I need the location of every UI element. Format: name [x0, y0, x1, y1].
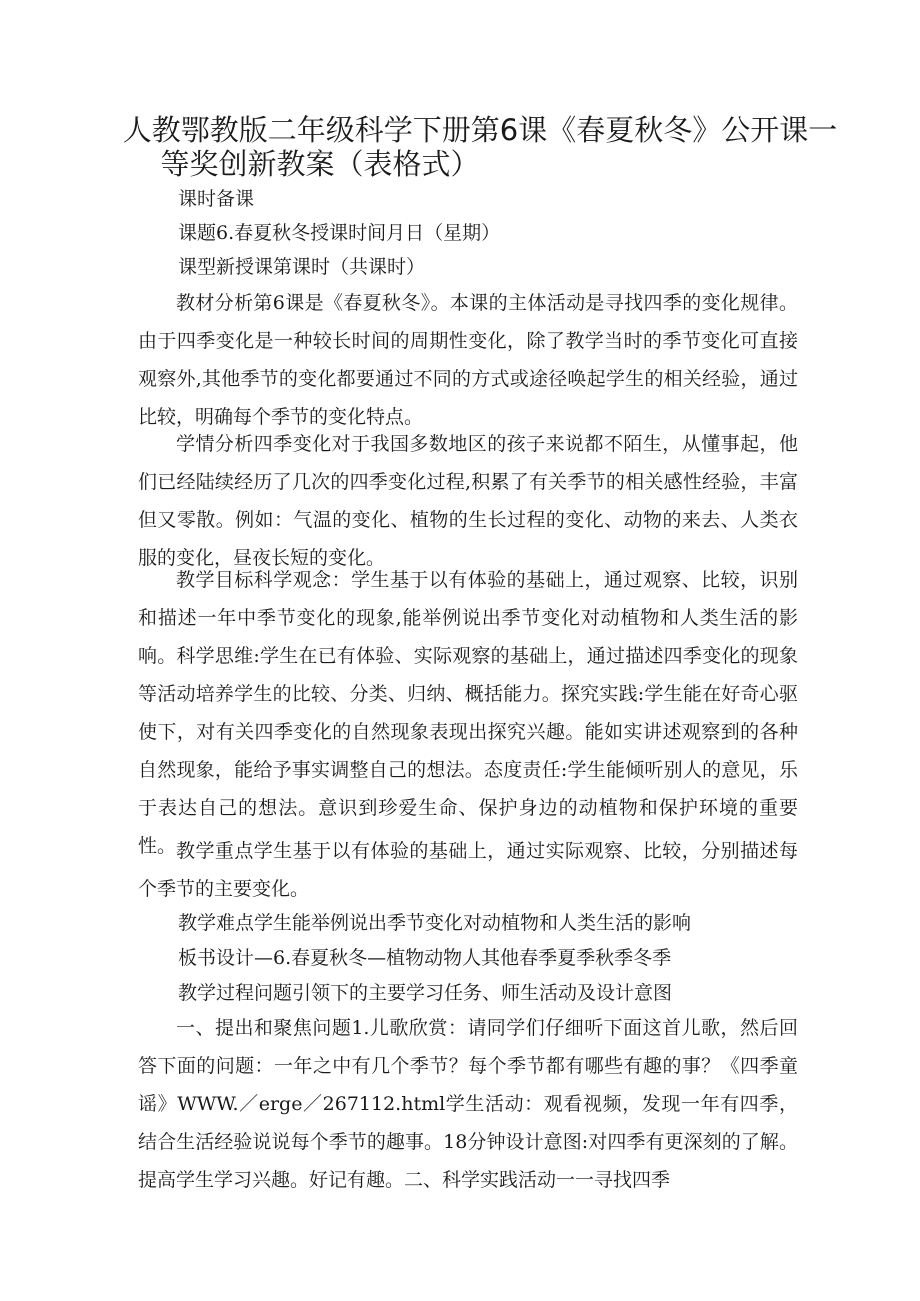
paragraph-board-design: 板书设计—6.春夏秋冬—植物动物人其他春季夏季秋季冬季: [178, 947, 672, 969]
paragraph-topic: 课题6.春夏秋冬授课时间月日（星期）: [178, 222, 501, 244]
paragraph-lesson-prep: 课时备课: [178, 188, 255, 210]
paragraph-key-points: 教学重点学生基于以有体验的基础上，通过实际观察、比较，分别描述每个季节的主要变化。: [138, 840, 798, 900]
paragraph-material-analysis: 教材分析第6课是《春夏秋冬》。本课的主体活动是寻找四季的变化规律。由于四季变化是一种较长时间的周期性变化，除了教学当时的季节变化可直接观察外,其他季节的变化都要通过不同的方式或途径唤起学生的相关经验，通过比较，明确每个季节的变化特点。: [138, 292, 798, 428]
paragraph-teaching-process: 教学过程问题引领下的主要学习任务、师生活动及设计意图: [178, 982, 673, 1004]
paragraph-difficulties: 教学难点学生能举例说出季节变化对动植物和人类生活的影响: [178, 912, 692, 934]
paragraph-lesson-type: 课型新授课第课时（共课时）: [178, 256, 426, 278]
document-title-line-2: 等奖创新教案（表格式）: [160, 147, 480, 181]
paragraph-student-analysis: 学情分析四季变化对于我国多数地区的孩子来说都不陌生，从懂事起，他们已经陆续经历了几次的四季变化过程,积累了有关季节的相关感性经验，丰富但又零散。例如：气温的变化、植物的生长过程的变化、动物的来去、人类衣服的变化，昼夜长短的变化。: [138, 433, 798, 569]
paragraph-section-one: 一、提出和聚焦问题1.儿歌欣赏：请同学们仔细听下面这首儿歌，然后回答下面的问题：一年之中有几个季节？每个季节都有哪些有趣的事？《四季童谣》WWW.／erge／267112.html学生活动：观看视频，发现一年有四季，结合生活经验说说每个季节的趣事。18分钟设计意图:对四季有更深刻的了解。提高学生学习兴趣。好记有趣。二、科学实践活动一一寻找四季: [138, 1017, 798, 1191]
document-title-line-1: 人教鄂教版二年级科学下册第6课《春夏秋冬》公开课一: [122, 113, 838, 147]
paragraph-teaching-goals: 教学目标科学观念：学生基于以有体验的基础上，通过观察、比较，识别和描述一年中季节变化的现象,能举例说出季节变化对动植物和人类生活的影响。科学思维:学生在已有体验、实际观察的基础上，通过描述四季变化的现象等活动培养学生的比较、分类、归纳、概括能力。探究实践:学生能在好奇心驱使下，对有关四季变化的自然现象表现出探究兴趣。能如实讲述观察到的各种自然现象，能给予事实调整自己的想法。态度责任:学生能倾听别人的意见，乐于表达自己的想法。意识到珍爱生命、保护身边的动植物和保护环境的重要性。: [138, 569, 798, 857]
